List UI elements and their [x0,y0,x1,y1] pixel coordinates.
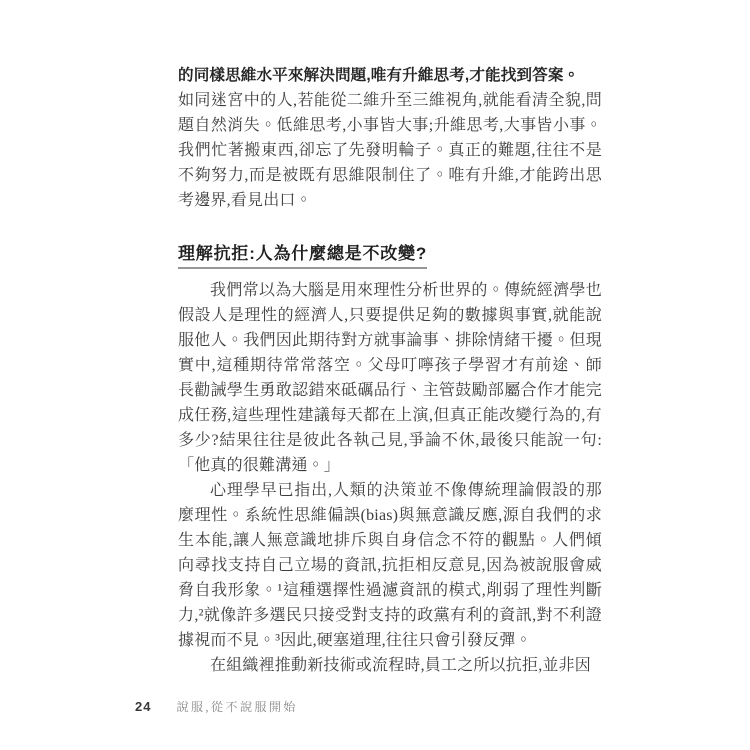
body-paragraph-3: 在組織裡推動新技術或流程時,員工之所以抗拒,並非因 [210,657,592,674]
running-title: 說服,從不說服開始 [176,700,298,714]
body-paragraph-1: 我們常以為大腦是用來理性分析世界的。傳統經濟學也假設人是理性的經濟人,只要提供足夠的數據與事實,就能說服他人。我們因此期待對方就事論事、排除情緒干擾。但現實中,這種期待常常落空。父母叮嚀孩子學習才有前途、師長勸誡學生勇敢認錯來砥礪品行、主管鼓勵部屬合作才能完成任務,這些理性建議每天都在上演,但真正能改變行為的,有多少?結果往往是彼此各執己見,爭論不休,最後只能說一句:「他真的很難溝通。」 [178,282,602,474]
intro-paragraph: 如同迷宮中的人,若能從二維升至三維視角,就能看清全貌,問題自然消失。低維思考,小事皆大事;升維思考,大事皆小事。我們忙著搬東西,卻忘了先發明輪子。真正的難題,往往不是不夠努力,而是被既有思維限制住了。唯有升維,才能跨出思考邊界,看見出口。 [178,92,602,209]
page-footer [135,698,298,715]
intro-bold-lead: 的同樣思維水平來解決問題,唯有升維思考,才能找到答案。 [178,67,580,84]
section-heading [178,244,602,269]
section-heading-text: 理解抗拒:人為什麼總是不改變? [178,244,427,269]
page-content [178,63,602,678]
body-paragraph-2: 心理學早已指出,人類的決策並不像傳統理論假設的那麼理性。系統性思維偏誤(bias)與無意識反應,源自我們的求生本能,讓人無意識地排斥與自身信念不符的觀點。人們傾向尋找支持自己立場的資訊,抗拒相反意見,因為被說服會威脅自我形象。¹這種選擇性過濾資訊的模式,削弱了理性判斷力,²就像許多選民只接受對支持的政黨有利的資訊,對不利證據視而不見。³因此,硬塞道理,往往只會引發反彈。 [178,482,602,649]
page-number: 24 [135,699,152,714]
